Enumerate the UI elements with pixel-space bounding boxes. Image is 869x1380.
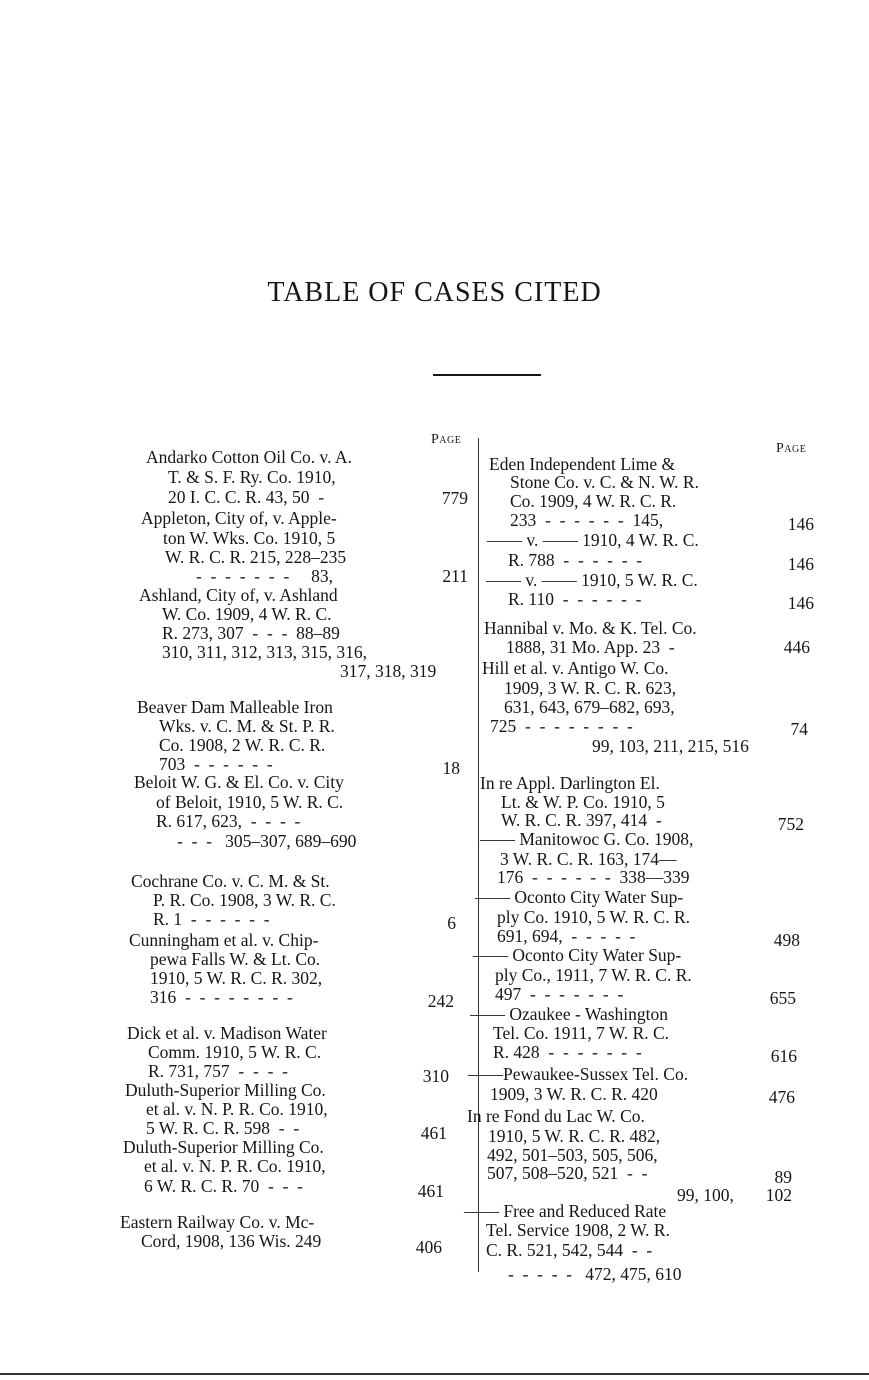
case-line: Eden Independent Lime & <box>489 454 676 474</box>
case-line: R. 731, 757 - - - - <box>148 1061 288 1081</box>
page-title: TABLE OF CASES CITED <box>267 277 602 308</box>
page-number: 446 <box>783 637 810 657</box>
case-line: —— Manitowoc G. Co. 1908, <box>480 829 694 849</box>
page-number: 242 <box>427 991 454 1011</box>
page-number: 655 <box>769 988 796 1008</box>
case-line: ——Pewaukee-Sussex Tel. Co. <box>468 1064 689 1084</box>
page-number: 498 <box>773 930 800 950</box>
page-number: 89 <box>774 1167 792 1187</box>
case-line: pewa Falls W. & Lt. Co. <box>150 949 321 969</box>
case-line: 20 I. C. C. R. 43, 50 - <box>168 487 325 507</box>
case-line: W. R. C. R. 397, 414 - <box>501 810 662 830</box>
case-line: 497 - - - - - - - <box>495 984 624 1004</box>
case-line: ply Co. 1910, 5 W. R. C. R. <box>497 907 691 927</box>
case-line: Ashland, City of, v. Ashland <box>139 585 338 605</box>
case-line: 6 W. R. C. R. 70 - - - <box>144 1176 303 1196</box>
case-line: 1909, 3 W. R. C. R. 623, <box>504 678 677 698</box>
case-line: In re Fond du Lac W. Co. <box>467 1106 645 1126</box>
case-line: Beloit W. G. & El. Co. v. City <box>134 772 344 792</box>
case-line: Eastern Railway Co. v. Mc- <box>120 1212 315 1232</box>
case-line: Co. 1909, 4 W. R. C. R. <box>510 491 677 511</box>
case-line: W. Co. 1909, 4 W. R. C. <box>162 604 332 624</box>
case-line: —— Oconto City Water Sup- <box>475 887 684 907</box>
case-line: et al. v. N. P. R. Co. 1910, <box>144 1156 326 1176</box>
case-line: ton W. Wks. Co. 1910, 5 <box>163 528 336 548</box>
case-line: Duluth-Superior Milling Co. <box>123 1137 324 1157</box>
case-line: ply Co., 1911, 7 W. R. C. R. <box>495 965 692 985</box>
case-line: Wks. v. C. M. & St. P. R. <box>159 716 335 736</box>
case-line: —— Ozaukee - Washington <box>470 1004 669 1024</box>
case-line: 99, 103, 211, 215, 516 <box>592 736 749 756</box>
case-line: - - - 305–307, 689–690 <box>177 831 357 851</box>
case-line: R. 617, 623, - - - - <box>156 811 301 831</box>
case-line: 1888, 31 Mo. App. 23 - <box>506 637 675 657</box>
page-number: 102 <box>765 1185 792 1205</box>
case-line: C. R. 521, 542, 544 - - <box>486 1240 653 1260</box>
case-line: 233 - - - - - - 145, <box>510 510 664 530</box>
case-line: Cochrane Co. v. C. M. & St. <box>131 871 330 891</box>
case-line: In re Appl. Darlington El. <box>480 773 660 793</box>
case-line: of Beloit, 1910, 5 W. R. C. <box>156 792 344 812</box>
case-line: Hill et al. v. Antigo W. Co. <box>482 658 669 678</box>
case-line: 310, 311, 312, 313, 315, 316, <box>162 642 367 662</box>
case-line: Lt. & W. P. Co. 1910, 5 <box>501 792 665 812</box>
case-line: —— v. —— 1910, 4 W. R. C. <box>487 530 699 550</box>
case-line: Duluth-Superior Milling Co. <box>125 1080 326 1100</box>
case-line: T. & S. F. Ry. Co. 1910, <box>168 467 336 487</box>
case-line: Hannibal v. Mo. & K. Tel. Co. <box>484 618 697 638</box>
case-line: —— v. —— 1910, 5 W. R. C. <box>486 570 698 590</box>
case-line: 691, 694, - - - - - <box>497 926 636 946</box>
page-number: 461 <box>417 1181 444 1201</box>
page-number: 74 <box>790 719 808 739</box>
case-line: 1910, 5 W. R. C. R. 482, <box>488 1126 661 1146</box>
case-line: Stone Co. v. C. & N. W. R. <box>510 472 699 492</box>
case-line: Tel. Co. 1911, 7 W. R. C. <box>493 1023 670 1043</box>
case-line: R. 273, 307 - - - 88–89 <box>162 623 340 643</box>
case-line: R. 110 - - - - - - <box>508 589 642 609</box>
page-number: 146 <box>787 514 814 534</box>
page-number: 616 <box>770 1046 797 1066</box>
case-line: 3 W. R. C. R. 163, 174— <box>500 849 677 869</box>
page-number: 146 <box>787 554 814 574</box>
case-line: Comm. 1910, 5 W. R. C. <box>148 1042 322 1062</box>
case-line: 703 - - - - - - <box>159 754 273 774</box>
case-line: Appleton, City of, v. Apple- <box>141 508 337 528</box>
case-line: 99, 100, <box>677 1185 734 1205</box>
case-line: 1909, 3 W. R. C. R. 420 <box>490 1084 658 1104</box>
case-line: R. 788 - - - - - - <box>508 550 643 570</box>
case-line: Dick et al. v. Madison Water <box>127 1023 327 1043</box>
case-line: 492, 501–503, 505, 506, <box>487 1145 658 1165</box>
case-line: Beaver Dam Malleable Iron <box>137 697 333 717</box>
case-line: 176 - - - - - - 338—339 <box>497 867 690 887</box>
case-line: 316 - - - - - - - - <box>150 987 293 1007</box>
page-number: 211 <box>442 566 468 586</box>
case-line: —— Oconto City Water Sup- <box>473 945 682 965</box>
case-line: Tel. Service 1908, 2 W. R. <box>486 1220 670 1240</box>
case-line: W. R. C. R. 215, 228–235 <box>165 547 347 567</box>
case-line: 317, 318, 319 <box>340 661 437 681</box>
page-header-left: Page <box>431 432 462 447</box>
page-number: 779 <box>441 488 468 508</box>
page-header-right: Page <box>776 441 807 456</box>
case-line: Co. 1908, 2 W. R. C. R. <box>159 735 326 755</box>
bottom-rule <box>0 1373 869 1375</box>
case-line: - - - - - - - 83, <box>196 566 334 586</box>
case-line: 725 - - - - - - - - <box>490 716 633 736</box>
page-number: 461 <box>420 1123 447 1143</box>
case-line: R. 428 - - - - - - - <box>493 1042 642 1062</box>
case-line: et al. v. N. P. R. Co. 1910, <box>146 1099 328 1119</box>
page-number: 752 <box>777 814 804 834</box>
case-line: Cunningham et al. v. Chip- <box>129 930 319 950</box>
title-rule <box>433 374 541 376</box>
page-number: 146 <box>787 593 814 613</box>
page-number: 18 <box>442 758 460 778</box>
page-number: 406 <box>415 1237 442 1257</box>
case-line: Cord, 1908, 136 Wis. 249 <box>141 1231 322 1251</box>
column-divider <box>478 438 479 1272</box>
case-line: 5 W. R. C. R. 598 - - <box>146 1118 300 1138</box>
page-number: 476 <box>768 1087 795 1107</box>
case-line: R. 1 - - - - - - <box>153 909 270 929</box>
case-line: Andarko Cotton Oil Co. v. A. <box>146 447 352 467</box>
page-number: 310 <box>422 1066 449 1086</box>
case-line: 1910, 5 W. R. C. R. 302, <box>150 968 323 988</box>
page-number: 6 <box>447 913 456 933</box>
case-line: 507, 508–520, 521 - - <box>487 1163 648 1183</box>
case-line: P. R. Co. 1908, 3 W. R. C. <box>153 890 336 910</box>
case-line: 631, 643, 679–682, 693, <box>504 697 675 717</box>
case-line: —— Free and Reduced Rate <box>464 1201 667 1221</box>
case-line: - - - - - 472, 475, 610 <box>508 1264 682 1284</box>
